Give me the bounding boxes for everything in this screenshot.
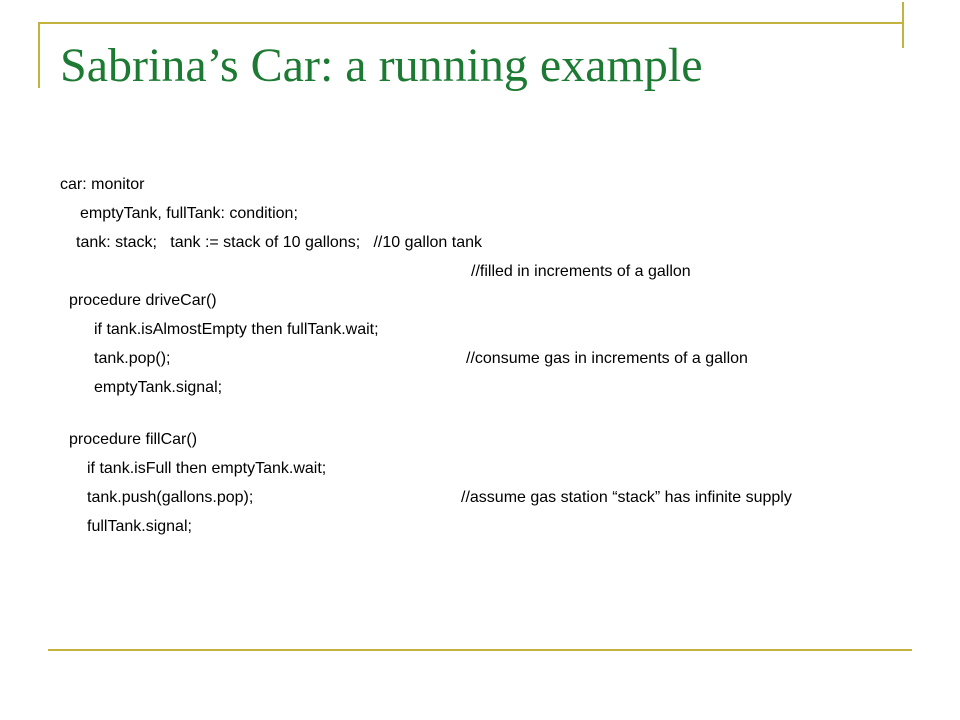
code-line-fulltank-signal: fullTank.signal; [87,518,192,535]
code-comment-increments: //filled in increments of a gallon [471,263,691,280]
code-line-almost-empty: if tank.isAlmostEmpty then fullTank.wait; [94,321,379,338]
code-line-emptytank-signal: emptyTank.signal; [94,379,223,396]
slide-title: Sabrina’s Car: a running example [60,39,703,92]
code-line-tank-pop: tank.pop(); [94,350,171,367]
code-line-tank-declaration: tank: stack; tank := stack of 10 gallons; //10 gallon tank [76,234,483,251]
code-comment-infinite-supply: //assume gas station “stack” has infinite supply [461,489,792,506]
code-comment-consume-gas: //consume gas in increments of a gallon [466,350,748,367]
code-line-conditions: emptyTank, fullTank: condition; [80,205,298,222]
code-line-procedure-fillcar: procedure fillCar() [69,431,198,448]
code-line-tank-push: tank.push(gallons.pop); [87,489,254,506]
code-line-monitor: car: monitor [60,176,145,193]
code-line-procedure-drivecar: procedure driveCar() [69,292,217,309]
code-line-is-full: if tank.isFull then emptyTank.wait; [87,460,327,477]
bottom-rule [48,649,912,651]
